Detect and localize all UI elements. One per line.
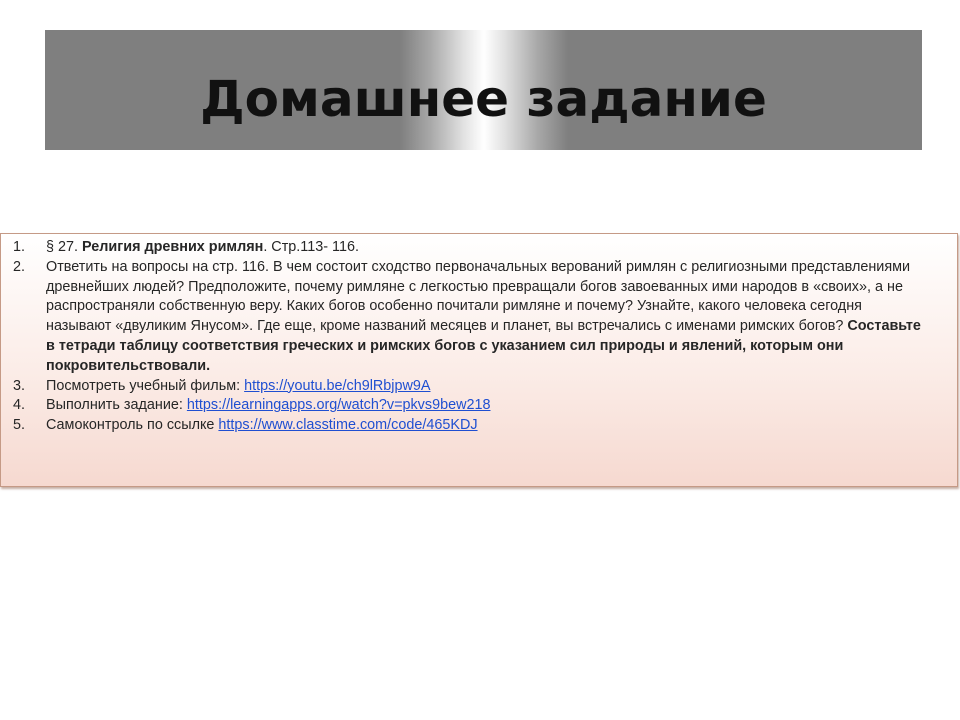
- page-range: . Стр.113- 116.: [263, 239, 359, 255]
- list-number: 5.: [13, 417, 26, 434]
- list-number: 4.: [13, 397, 26, 414]
- slide-title: Домашнее задание: [200, 70, 767, 128]
- list-number: 2.: [13, 258, 26, 275]
- paragraph-ref: § 27.: [46, 239, 83, 255]
- homework-box: [0, 233, 958, 487]
- learningapps-link[interactable]: https://learningapps.org/watch?v=pkvs9bew218: [186, 397, 491, 414]
- list-item-3: [13, 377, 927, 397]
- list-number: 3.: [13, 377, 26, 394]
- exercise-label: Выполнить задание:: [46, 397, 187, 414]
- list-item-text: [46, 396, 927, 416]
- list-item-text: [46, 416, 927, 436]
- self-check-label: Самоконтроль по ссылке: [46, 417, 219, 434]
- list-item-text: [46, 258, 927, 377]
- list-item-5: [13, 416, 927, 436]
- list-item-text: [46, 238, 927, 258]
- list-number: 1.: [13, 239, 26, 255]
- video-link[interactable]: https://youtu.be/ch9lRbjpw9A: [244, 377, 431, 394]
- list-item-text: [46, 377, 927, 397]
- video-label: Посмотреть учебный фильм:: [46, 377, 245, 394]
- classtime-link[interactable]: https://www.classtime.com/code/465KDJ: [218, 417, 478, 434]
- homework-list: [13, 238, 927, 436]
- title-banner: [45, 30, 922, 150]
- list-item-4: [13, 396, 927, 416]
- table-task-text: Составьте в тетради таблицу соответствия греческих и римских богов с указанием сил природы и явлений, которым они покровительствовали.: [46, 318, 921, 374]
- list-item-1: [13, 238, 927, 258]
- list-item-2: [13, 258, 927, 377]
- topic-title: Религия древних римлян: [82, 239, 264, 255]
- questions-text: Ответить на вопросы на стр. 116. В чем состоит сходство первоначальных верований римлян с религиозными представлениями древнейших людей? Предположите, почему римляне с легкостью превращали богов завоеванных ими народов в «своих», а не распространяли собственную веру. Каких богов особенно почитали римляне и почему? Узнайте, какого человека сегодня называют «двуликим Янусом». Где еще, кроме названий месяцев и планет, вы встречались с именами римских богов?: [46, 258, 911, 335]
